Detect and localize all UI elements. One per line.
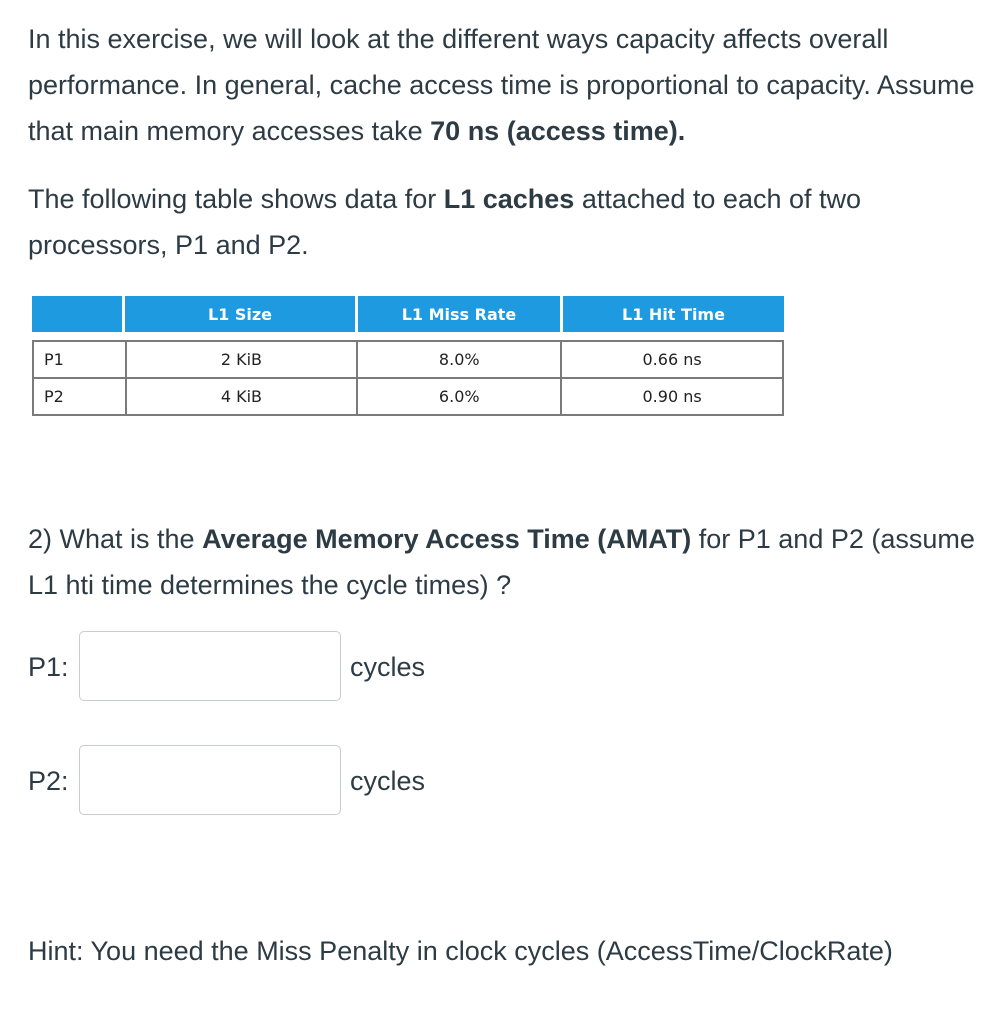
answer-input-p2[interactable] [79,745,341,815]
question-text-2: for P1 and P2 (assume L1 hti time determines the cycle times) ? [28,524,975,600]
cell-p2-hit-time: 0.90 ns [642,387,702,406]
question-bold-amat: Average Memory Access Time (AMAT) [202,524,692,554]
intro-paragraph [28,16,998,154]
hint-text: Hint: You need the Miss Penalty in clock cycles (AccessTime/ClockRate) [28,936,893,966]
cell-p2-miss-rate: 6.0% [358,379,562,414]
table-intro-text-2: attached to each of two processors, P1 and P2. [28,184,862,260]
table-header-row [32,296,784,332]
header-cell-l1-hit-time: L1 Hit Time [563,296,784,332]
table-intro-bold-l1-caches: L1 caches [443,184,575,214]
header-cell-empty [32,296,125,332]
header-cell-l1-size: L1 Size [125,296,358,332]
row-label-p2: P2 [34,379,127,414]
answer-input-p1[interactable] [79,631,341,701]
table-intro-text-1: The following table shows data for [28,184,444,214]
cell-p1-miss-rate: 8.0% [358,342,562,377]
answer-unit-p1: cycles [350,652,426,682]
answer-label-p2: P2: [28,766,69,796]
table-row [32,340,784,377]
cell-p1-size: 2 KiB [127,342,359,377]
answer-unit-p2: cycles [350,766,426,796]
answer-label-p1: P1: [28,652,69,682]
question-paragraph [28,516,998,608]
cache-data-table [32,296,784,416]
row-label-p1: P1 [34,342,127,377]
intro-bold-access-time: 70 ns (access time). [430,116,686,146]
cell-p1-hit-time: 0.66 ns [642,350,702,369]
cell-p2-size: 4 KiB [127,379,359,414]
table-intro-paragraph [28,176,998,268]
table-row [32,377,784,416]
intro-text: In this exercise, we will look at the different ways capacity affects overall performance. In general, cache access time is proportional to capacity. Assume that main memory accesses take [28,24,975,146]
question-text-1: 2) What is the [28,524,203,554]
header-cell-l1-miss-rate: L1 Miss Rate [358,296,563,332]
